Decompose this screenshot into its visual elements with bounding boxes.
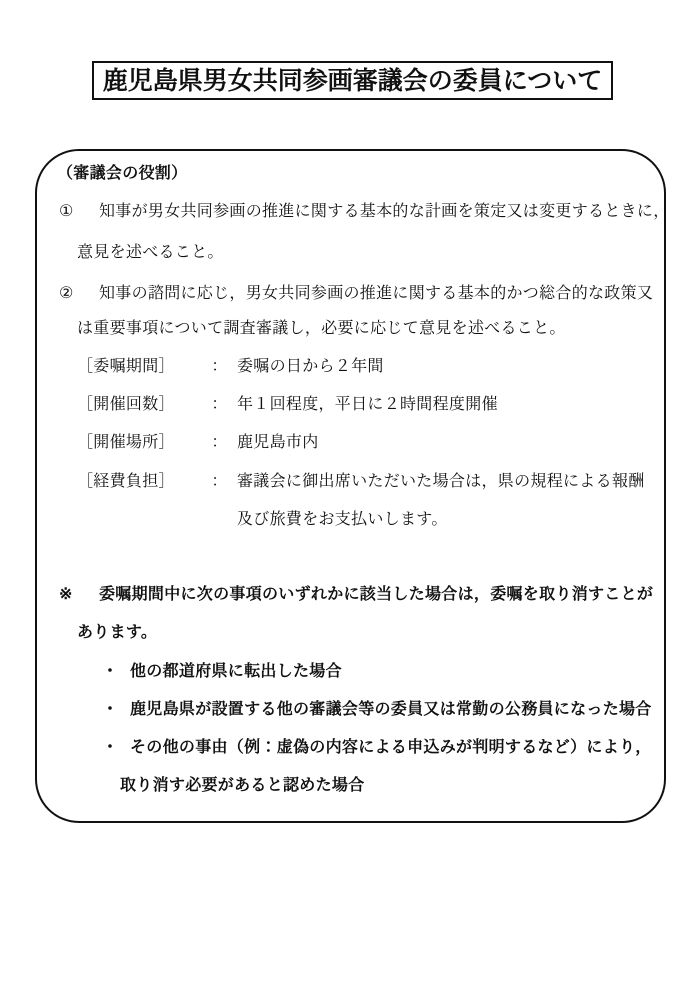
document-title-box (92, 61, 613, 100)
detail-row-meeting-place (77, 431, 319, 455)
detail-row-meeting-frequency (77, 393, 498, 417)
detail-label: ［開催回数］ (77, 396, 175, 413)
note-text: 委嘱期間中に次の事項のいずれかに該当した場合は，委嘱を取り消すことが (99, 586, 654, 603)
circled-number-2-marker: ② (59, 285, 74, 302)
detail-row-expenses (77, 470, 645, 494)
detail-label: ［委嘱期間］ (77, 358, 175, 375)
detail-value: 鹿児島市内 (237, 434, 319, 451)
reference-mark: ※ (59, 586, 73, 603)
detail-colon: ： (211, 473, 228, 490)
note-bullet-2-text: 鹿児島県が設置する他の審議会等の委員又は常勤の公務員になった場合 (130, 701, 652, 718)
detail-value: 年１回程度，平日に２時間程度開催 (237, 396, 498, 413)
detail-colon: ： (211, 396, 228, 413)
detail-label: ［経費負担］ (77, 473, 175, 490)
document-title: 鹿児島県男女共同参画審議会の委員について (102, 67, 603, 95)
role-item-2-text: 知事の諮問に応じ，男女共同参画の推進に関する基本的かつ総合的な政策又 (99, 285, 654, 302)
detail-value: 審議会に御出席いただいた場合は，県の規程による報酬 (237, 473, 645, 490)
council-info-panel (35, 149, 670, 823)
detail-value: 委嘱の日から２年間 (237, 358, 384, 375)
role-item-1-line-1 (59, 200, 670, 224)
note-line-1 (59, 583, 653, 607)
detail-colon: ： (211, 434, 228, 451)
role-item-1-text: 知事が男女共同参画の推進に関する基本的な計画を策定又は変更するときに， (99, 203, 670, 220)
detail-row-commission-period (77, 355, 384, 379)
role-item-2-line-1 (59, 282, 653, 306)
detail-colon: ： (211, 358, 228, 375)
bullet-marker: ・ (102, 701, 119, 718)
bullet-marker: ・ (102, 739, 119, 756)
detail-row-expenses-line-2: 及び旅費をお支払いします。 (237, 511, 448, 528)
note-bullet-1 (102, 660, 342, 684)
circled-number-1-marker: ① (59, 203, 74, 220)
note-line-2: あります。 (77, 624, 158, 641)
note-bullet-3 (102, 736, 652, 760)
note-bullet-2 (102, 698, 652, 722)
detail-label: ［開催場所］ (77, 434, 175, 451)
note-bullet-3-text: その他の事由（例：虚偽の内容による申込みが判明するなど）により， (130, 739, 652, 756)
panel-heading: （審議会の役割） (57, 165, 188, 182)
note-bullet-1-text: 他の都道府県に転出した場合 (130, 663, 342, 680)
bullet-marker: ・ (102, 663, 119, 680)
note-bullet-3-line-2: 取り消す必要があると認めた場合 (120, 777, 365, 794)
role-item-1-line-2: 意見を述べること。 (77, 244, 224, 261)
role-item-2-line-2: は重要事項について調査審議し，必要に応じて意見を述べること。 (77, 320, 566, 337)
